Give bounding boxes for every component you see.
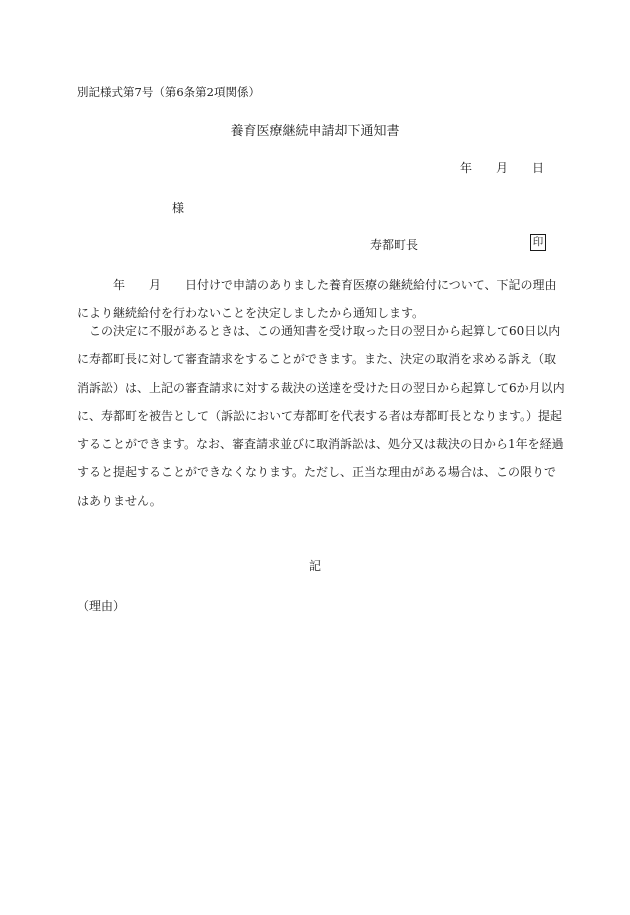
- para1-line-1: [77, 271, 555, 299]
- date-year: 年: [460, 161, 473, 175]
- para2-line-4: に、寿都町を被告として（訴訟において寿都町を代表する者は寿都町長となります。）提起: [77, 408, 563, 423]
- para1-line-2: により継続給付を行わないことを決定しましたから通知します。: [77, 306, 425, 321]
- para2-line-1: この決定に不服があるときは、この通知書を受け取った日の翌日から起算して60日以内: [89, 324, 561, 338]
- date-month: 月: [496, 161, 509, 175]
- seal-mark: 印: [530, 234, 546, 251]
- para2-line-5: することができます。なお、審査請求並びに取消訴訟は、処分又は裁決の日から1年を経過: [77, 437, 564, 452]
- para2-line-7: はありません。: [77, 493, 162, 508]
- reason-label: （理由）: [77, 599, 126, 613]
- para2-line-3: 消訴訟）は、上記の審査請求に対する裁決の送達を受けた日の翌日から起算して6か月以内: [77, 380, 565, 395]
- sender-name: 寿都町長: [370, 238, 419, 252]
- ki-heading: 記: [308, 559, 321, 573]
- para1-line1-text: 日付けで申請のありました養育医療の継続給付について、下記の理由: [185, 278, 557, 292]
- addressee-suffix: 様: [172, 201, 185, 215]
- date-line: [460, 159, 544, 176]
- notice-paragraph-2: [77, 317, 565, 515]
- para1-year: 年: [113, 278, 126, 292]
- para1-month: 月: [149, 278, 162, 292]
- date-day: 日: [532, 161, 545, 175]
- form-number-label: 別記様式第7号（第6条第2項関係）: [77, 85, 260, 99]
- para2-line-2: に寿都町長に対して審査請求をすることができます。また、決定の取消を求める訴え（取: [77, 352, 557, 367]
- document-title: 養育医療継続申請却下通知書: [230, 124, 400, 139]
- para2-line-6: すると提起することができなくなります。ただし、正当な理由がある場合は、この限りで: [77, 465, 557, 480]
